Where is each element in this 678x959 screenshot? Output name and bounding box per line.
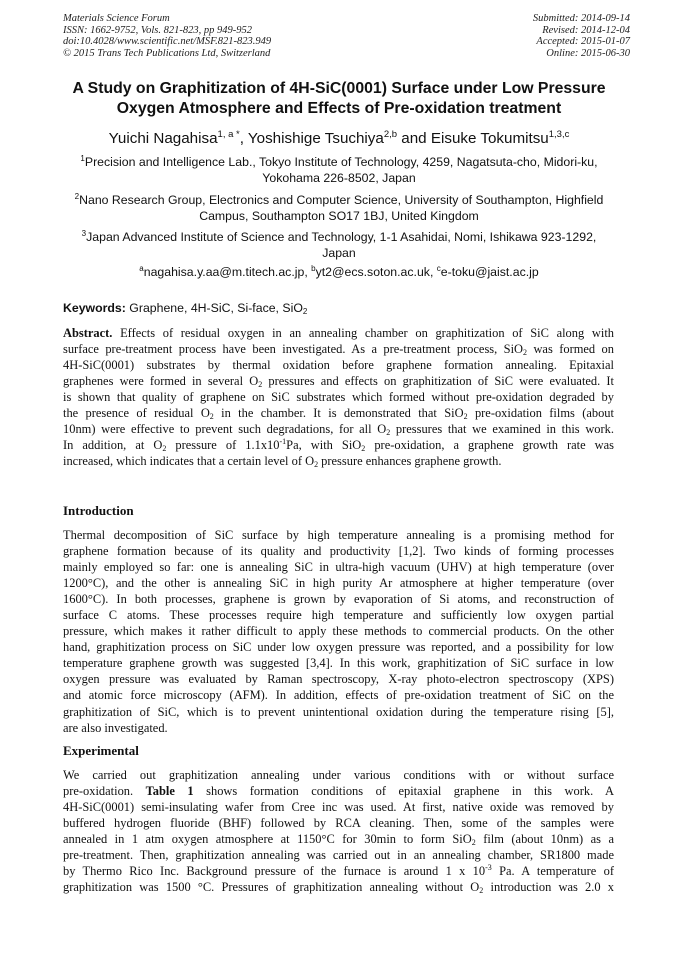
exp-line (63, 863, 614, 879)
email-address[interactable]: nagahisa.y.aa@m.titech.ac.jp, (143, 265, 312, 279)
date-submitted: Submitted: 2014-09-14 (532, 13, 630, 24)
subscript: 2 (361, 444, 366, 454)
journal-name: Materials Science Forum (63, 13, 170, 24)
author-name: Eisuke Tokumitsu (430, 130, 549, 147)
intro-line: Thermal decomposition of SiC surface by high temperature annealing is a promising method for (63, 528, 614, 542)
abstract-text: 10nm) were effective to prevent such degradations, for all O (63, 422, 387, 437)
exp-line (63, 831, 614, 847)
subscript: 2 (209, 412, 214, 422)
intro-line: 1200°C), and the other is annealing SiC in high purity Ar atmosphere at higher temperature (over (63, 576, 614, 591)
subscript: 2 (386, 428, 391, 438)
abstract-text: pre-oxidation, a graphene growth rate was (365, 438, 614, 453)
experimental-body (63, 767, 614, 895)
author-separator: and (397, 130, 431, 147)
affiliation-text: Campus, Southampton SO17 1BJ, United Kingdom (199, 209, 479, 224)
abstract-line: 4H-SiC(0001) substrates by thermal oxidation before graphene formation annealing. Epitaxial (63, 358, 614, 373)
exp-line (63, 783, 614, 799)
abstract (63, 325, 614, 469)
submission-dates (533, 13, 630, 59)
abstract-text: was formed on (527, 342, 614, 357)
exp-text: Pa. A temperature of (491, 864, 614, 879)
intro-line: surface C atoms. These processes require high temperature and sufficiently low oxygen partial (63, 608, 614, 623)
affiliation-number: 1 (80, 154, 85, 163)
title-line: A Study on Graphitization of 4H-SiC(0001) Surface under Low Pressure (72, 80, 606, 97)
journal-copyright: © 2015 Trans Tech Publications Ltd, Switzerland (63, 47, 271, 59)
affiliation-text: Yokohama 226-8502, Japan (262, 171, 416, 186)
section-heading-introduction: Introduction (63, 503, 134, 518)
section-heading-experimental: Experimental (63, 743, 139, 758)
intro-line: 1600°C). In both processes, graphene is grown by evaporation of Si atoms, and reconstruction of (63, 592, 614, 607)
abstract-line (63, 405, 614, 421)
abstract-text: graphenes were formed in several O (63, 374, 259, 389)
journal-doi: doi:10.4028/www.scientific.net/MSF.821-823.949 (63, 36, 272, 48)
exp-text: annealed in 1 atm oxygen atmosphere at 1150°C for 30min to form SiO (63, 832, 472, 847)
exp-text: introduction was 2.0 x (483, 880, 615, 895)
abstract-text: the presence of residual O (63, 406, 210, 421)
email-mark: a (139, 264, 144, 273)
intro-line: temperature graphene growth was suggested [3,4]. In this work, graphitization of SiC surface in low (63, 656, 614, 671)
author-affil-mark: 1,3,c (548, 129, 570, 140)
date-revised: Revised: 2014-12-04 (542, 24, 630, 36)
affiliation-text: Japan (322, 246, 356, 261)
exp-line: We carried out graphitization annealing under various conditions with or without surface (63, 768, 614, 782)
abstract-line (63, 325, 614, 341)
superscript: -3 (485, 863, 492, 873)
subscript: 2 (314, 460, 319, 470)
author-name: Yoshishige Tsuchiya (247, 130, 384, 147)
intro-line: oxygen pressure was evaluated by Raman spectroscopy, X-ray photo-electron spectroscopy (XPS) (63, 672, 614, 687)
exp-text: shows formation conditions of epitaxial graphene in this work. A (193, 784, 614, 799)
abstract-line (63, 373, 614, 389)
exp-line (63, 879, 614, 895)
exp-line: buffered hydrogen fluoride (BHF) followed by RCA cleaning. Then, some of the samples were (63, 816, 614, 831)
affiliation-number: 2 (74, 192, 80, 201)
exp-line: pre-treatment. Then, graphitization annealing was carried out in an annealing chamber, SR1800 made (63, 848, 614, 863)
subscript: 2 (523, 348, 528, 358)
subscript: 2 (162, 444, 167, 454)
abstract-text: pre-oxidation films (about (467, 406, 614, 421)
superscript: -1 (279, 437, 287, 447)
subscript: 2 (302, 307, 308, 316)
abstract-line: is shown that quality of graphene on SiC substrates which formed without pre-oxidation degraded by (63, 390, 614, 405)
subscript: 2 (479, 886, 484, 896)
journal-issn: ISSN: 1662-9752, Vols. 821-823, pp 949-952 (63, 24, 252, 36)
abstract-text: surface pre-treatment process have been investigated. As a pre-treatment process, SiO (63, 342, 524, 357)
affiliation-text: Japan Advanced Institute of Science and Technology, 1-1 Asahidai, Nomi, Ishikawa 923-1292, (86, 230, 597, 244)
exp-text: graphitization was 1500 °C. Pressures of graphitization annealing without O (63, 880, 480, 895)
author-emails (40, 264, 638, 280)
subscript: 2 (463, 412, 468, 422)
intro-line: graphitization of SiC, which is to prevent unintentional oxidation during the temperature rising [5], (63, 704, 614, 719)
intro-line: are also investigated. (63, 720, 168, 735)
date-online: Online: 2015-06-30 (546, 47, 630, 59)
email-address[interactable]: yt2@ecs.soton.ac.uk, (315, 265, 437, 279)
abstract-text: pressure enhances graphene growth. (318, 454, 502, 469)
abstract-line (63, 437, 614, 453)
subscript: 2 (471, 838, 476, 848)
affiliation-number: 3 (81, 229, 87, 238)
abstract-text: In addition, at O (63, 438, 163, 453)
intro-line: pressure, which makes it rather difficult to apply these methods to commercial products. On the other (63, 624, 614, 639)
author-affil-mark: 2,b (383, 129, 398, 140)
exp-text: film (about 10nm) as a (475, 832, 614, 847)
abstract-text: Effects of residual oxygen in an annealing chamber on graphitization of SiC along with (112, 326, 614, 340)
email-address[interactable]: e-toku@jaist.ac.jp (440, 265, 539, 279)
intro-line: graphene formation because of its quality and productivity [1,2]. Two kinds of forming processes (63, 544, 614, 559)
journal-info (63, 13, 271, 59)
abstract-text: pressure of 1.1x10 (166, 438, 280, 453)
intro-line: and atomic force microscopy (AFM). In addition, effects of pre-oxidation treatment of SiC on the (63, 688, 614, 703)
keywords-text: Graphene, 4H-SiC, Si-face, SiO (125, 301, 303, 315)
email-mark: c (436, 264, 441, 273)
intro-line: mainly employed so far: one is annealing SiC in ultra-high vacuum (UHV) at high temperature (over (63, 560, 614, 575)
title-line: Oxygen Atmosphere and Effects of Pre-oxidation treatment (116, 100, 562, 117)
intro-line: hand, graphitization process on SiC under low oxygen pressure was reported, and a possibility for low (63, 640, 614, 655)
subscript: 2 (258, 380, 263, 390)
abstract-label: Abstract. (63, 326, 113, 340)
abstract-line (63, 421, 614, 437)
exp-text: pre-oxidation. (63, 784, 146, 799)
author-list (30, 129, 648, 149)
affiliation-text: Nano Research Group, Electronics and Computer Science, University of Southampton, Highfield (79, 193, 604, 207)
affiliation-2 (55, 192, 623, 225)
exp-line: 4H-SiC(0001) semi-insulating wafer from Cree inc was used. At first, native oxide was removed by (63, 800, 614, 815)
affiliation-3 (55, 229, 623, 262)
paper-title (40, 79, 638, 119)
abstract-line (63, 341, 614, 357)
affiliation-text: Precision and Intelligence Lab., Tokyo Institute of Technology, 4259, Nagatsuta-cho, Midori-ku, (84, 155, 598, 169)
author-name: Yuichi Nagahisa (108, 130, 218, 147)
table-reference[interactable]: Table 1 (145, 784, 194, 799)
author-affil-mark: 1, a * (217, 129, 240, 140)
keywords (63, 300, 307, 316)
abstract-text: in the chamber. It is demonstrated that SiO (213, 406, 464, 421)
abstract-text: Pa, with SiO (286, 438, 362, 453)
abstract-text: increased, which indicates that a certain level of O (63, 454, 315, 469)
affiliation-1 (55, 154, 623, 187)
keywords-label: Keywords: (63, 301, 126, 315)
exp-text: by Thermo Rico Inc. Background pressure of the furnace is around 1 x 10 (63, 864, 486, 879)
introduction-body (63, 527, 614, 736)
abstract-text: pressures that we examined in this work. (390, 422, 614, 437)
abstract-line (63, 453, 614, 469)
date-accepted: Accepted: 2015-01-07 (536, 36, 630, 48)
author-separator: , (239, 130, 248, 147)
abstract-text: pressures and effects on graphitization of SiC were evaluated. It (262, 374, 615, 389)
email-mark: b (311, 264, 316, 273)
